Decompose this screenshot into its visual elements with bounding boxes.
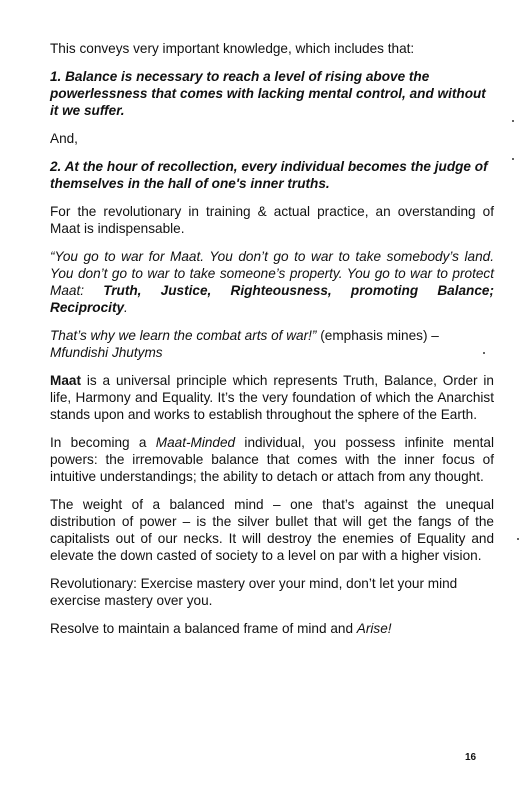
exercise-mastery-paragraph: Revolutionary: Exercise mastery over your mind, don’t let your mind exercise mastery over you. [50,576,458,608]
maat-minded-paragraph [50,434,494,485]
maat-minded-lead: In becoming a [50,435,156,450]
scan-speck [512,158,514,160]
maat-term: Maat [50,373,81,388]
maat-minded-rest: individual, you possess infinite mental powers: the irremovable balance that comes with the inner focus of intuitive understandings; the ability to detach or attach from any thought. [50,435,494,484]
point-one: 1. Balance is necessary to reach a level of rising above the powerlessness that comes with lacking mental control, and without it we suffer. [50,69,486,118]
quote-text: “You go to war for Maat. You don’t go to war to take somebody’s land. You don’t go to war to take someone’s property. You go to war to protect Maat: [50,249,494,298]
maat-minded-term: Maat-Minded [155,435,236,450]
resolve-text: Resolve to maintain a balanced frame of mind and [50,621,357,636]
emphasis-note: (emphasis mines) – [316,328,439,343]
page-body [50,40,494,648]
intro-paragraph: This conveys very important knowledge, which includes that: [50,41,415,56]
maat-definition: is a universal principle which represents Truth, Balance, Order in life, Harmony and Equality. It’s the very foundation of which the Anarchist stands upon and works to establish throughout the sphere of the Earth. [50,373,494,422]
page-number: 16 [465,752,477,763]
balanced-mind-paragraph: The weight of a balanced mind – one that’s against the unequal distribution of power – is the silver bullet that will get the fangs of the capitalists out of our necks. It will destroy the enemies of Equality and elevate the down casted of society to a level on par with a higher vision. [50,497,494,563]
revolutionary-paragraph: For the revolutionary in training & actual practice, an overstanding of Maat is indispensable. [50,204,494,236]
maat-paragraph [50,372,494,423]
and-line: And, [50,131,78,146]
quote-paragraph [50,248,494,316]
point-two: 2. At the hour of recollection, every individual becomes the judge of themselves in the hall of one's inner truths. [50,159,488,191]
resolve-paragraph [50,620,494,637]
arise-word: Arise! [356,621,392,636]
scan-speck [512,120,514,122]
scan-speck [517,538,519,540]
quote-author: Mfundishi Jhutyms [50,345,163,360]
attribution-paragraph [50,327,494,361]
quote-closing: That’s why we learn the combat arts of war!” [50,328,317,343]
scan-speck [483,352,485,354]
quote-end: . [124,300,128,315]
quote-emphasis: Truth, Justice, Righteousness, promoting Balance; Reciprocity [50,283,494,315]
